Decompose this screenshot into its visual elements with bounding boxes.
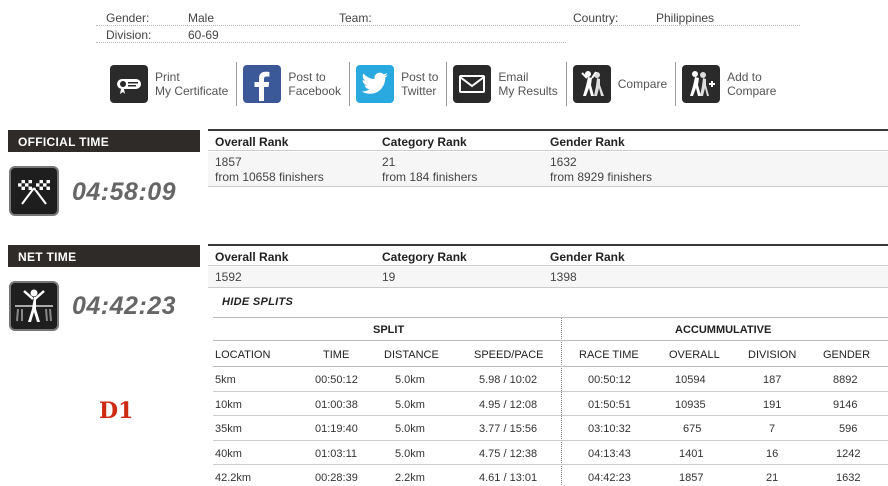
col-race-time: RACE TIME bbox=[579, 349, 639, 361]
cell-race-time: 03:10:32 bbox=[588, 423, 631, 435]
cell-gender: 9146 bbox=[833, 398, 858, 411]
print-certificate-button[interactable] bbox=[110, 62, 237, 106]
cell-location: 5km bbox=[215, 374, 236, 386]
hide-splits-link[interactable]: HIDE SPLITS bbox=[222, 296, 294, 308]
table-row bbox=[213, 367, 888, 392]
email-line1: Email bbox=[498, 70, 529, 84]
splits-table bbox=[213, 317, 888, 486]
cell-gender: 596 bbox=[839, 423, 858, 435]
post-facebook-button[interactable] bbox=[243, 62, 350, 106]
accum-group-label: ACCUMMULATIVE bbox=[675, 324, 772, 336]
table-row bbox=[213, 465, 888, 486]
division-value: 60-69 bbox=[188, 28, 219, 42]
col-time: TIME bbox=[323, 349, 350, 361]
runners-icon bbox=[573, 65, 611, 103]
add-runner-icon bbox=[682, 65, 720, 103]
net-rank-header bbox=[208, 244, 888, 266]
facebook-icon bbox=[243, 65, 281, 103]
col-location: LOCATION bbox=[215, 349, 271, 361]
cell-speed-pace: 4.95 / 12:08 bbox=[479, 398, 538, 411]
cell-race-time: 04:13:43 bbox=[588, 447, 631, 460]
net-time-title: NET TIME bbox=[8, 245, 200, 267]
gender-label: Gender: bbox=[106, 11, 150, 25]
cell-overall: 10594 bbox=[675, 374, 706, 386]
twitter-line1: Post to bbox=[401, 70, 439, 84]
col-overall: OVERALL bbox=[669, 349, 720, 361]
info-row-division bbox=[96, 26, 566, 43]
email-results-button[interactable] bbox=[453, 62, 566, 106]
cell-overall: 675 bbox=[683, 423, 702, 435]
compare-line1: Compare bbox=[617, 77, 668, 91]
info-row-gender bbox=[96, 9, 800, 26]
col-division: DIVISION bbox=[748, 349, 797, 361]
col-gender: GENDER bbox=[823, 349, 871, 361]
net-overall-rank-label: Overall Rank bbox=[215, 250, 289, 264]
official-category-rank-label: Category Rank bbox=[382, 135, 467, 149]
cell-location: 35km bbox=[215, 423, 242, 435]
table-row bbox=[213, 441, 888, 466]
cell-race-time: 01:50:51 bbox=[588, 398, 631, 411]
action-bar bbox=[110, 62, 790, 108]
checkered-flags-icon bbox=[9, 166, 59, 216]
official-gender-finishers: from 8929 finishers bbox=[550, 170, 653, 184]
cell-division: 187 bbox=[763, 374, 782, 386]
country-label: Country: bbox=[573, 11, 619, 25]
col-distance: DISTANCE bbox=[384, 349, 439, 361]
cell-speed-pace: 4.61 / 13:01 bbox=[479, 472, 538, 484]
cell-race-time: 04:42:23 bbox=[588, 472, 631, 484]
compare-button[interactable] bbox=[573, 62, 676, 106]
cell-division: 7 bbox=[769, 423, 776, 435]
certificate-icon bbox=[110, 65, 148, 103]
cell-gender: 1242 bbox=[836, 447, 861, 460]
official-category-finishers: from 184 finishers bbox=[382, 170, 478, 184]
cell-time: 01:19:40 bbox=[315, 423, 358, 435]
net-overall-rank: 1592 bbox=[215, 270, 242, 284]
twitter-icon bbox=[356, 65, 394, 103]
add-compare-line2: Compare bbox=[727, 84, 777, 98]
cell-division: 21 bbox=[766, 472, 779, 484]
official-overall-rank-label: Overall Rank bbox=[215, 135, 289, 149]
facebook-line1: Post to bbox=[288, 70, 326, 84]
twitter-line2: Twitter bbox=[401, 84, 437, 98]
cell-distance: 5.0km bbox=[395, 423, 425, 435]
cell-location: 40km bbox=[215, 447, 242, 460]
cell-time: 00:28:39 bbox=[315, 472, 358, 484]
division-label: Division: bbox=[106, 28, 152, 42]
official-gender-rank: 1632 bbox=[550, 155, 577, 169]
cell-gender: 1632 bbox=[836, 472, 861, 484]
cell-time: 01:00:38 bbox=[315, 398, 358, 411]
cell-speed-pace: 3.77 / 15:56 bbox=[479, 423, 538, 435]
team-label: Team: bbox=[339, 11, 372, 25]
gender-value: Male bbox=[188, 11, 215, 25]
cell-race-time: 00:50:12 bbox=[588, 374, 631, 386]
net-category-rank-label: Category Rank bbox=[382, 250, 467, 264]
finish-runner-icon bbox=[9, 281, 59, 331]
table-row bbox=[213, 416, 888, 441]
official-overall-rank: 1857 bbox=[215, 155, 242, 169]
splits-group-header bbox=[213, 317, 888, 341]
cell-time: 01:03:11 bbox=[315, 447, 358, 460]
splits-column-header bbox=[213, 341, 888, 367]
cell-time: 00:50:12 bbox=[315, 374, 358, 386]
print-line1: Print bbox=[155, 70, 180, 84]
facebook-line2: Facebook bbox=[288, 84, 342, 98]
split-group-label: SPLIT bbox=[373, 324, 405, 336]
table-row bbox=[213, 392, 888, 417]
cell-speed-pace: 4.75 / 12:38 bbox=[479, 447, 538, 460]
cell-distance: 5.0km bbox=[395, 447, 425, 460]
cell-overall: 1401 bbox=[679, 447, 704, 460]
official-rank-values bbox=[208, 152, 888, 187]
envelope-icon bbox=[453, 65, 491, 103]
annotation-label: D1 bbox=[99, 398, 134, 424]
post-twitter-button[interactable] bbox=[356, 62, 447, 106]
official-category-rank: 21 bbox=[382, 155, 396, 169]
net-gender-rank: 1398 bbox=[550, 270, 577, 284]
cell-location: 42.2km bbox=[215, 472, 252, 484]
add-to-compare-button[interactable] bbox=[682, 62, 784, 106]
official-overall-finishers: from 10658 finishers bbox=[215, 170, 324, 184]
cell-location: 10km bbox=[215, 398, 242, 411]
cell-gender: 8892 bbox=[833, 374, 858, 386]
participant-info bbox=[96, 9, 800, 43]
cell-overall: 1857 bbox=[679, 472, 704, 484]
cell-distance: 5.0km bbox=[395, 398, 425, 411]
cell-division: 191 bbox=[763, 398, 782, 411]
cell-division: 16 bbox=[766, 447, 779, 460]
net-rank-values bbox=[208, 267, 888, 288]
cell-speed-pace: 5.98 / 10:02 bbox=[479, 374, 538, 386]
email-line2: My Results bbox=[498, 84, 558, 98]
official-gender-rank-label: Gender Rank bbox=[550, 135, 625, 149]
net-time-value: 04:42:23 bbox=[72, 292, 177, 320]
net-category-rank: 19 bbox=[382, 270, 396, 284]
official-rank-header bbox=[208, 129, 888, 151]
print-line2: My Certificate bbox=[155, 84, 229, 98]
cell-distance: 5.0km bbox=[395, 374, 425, 386]
country-value: Philippines bbox=[656, 11, 715, 25]
net-gender-rank-label: Gender Rank bbox=[550, 250, 625, 264]
cell-overall: 10935 bbox=[675, 398, 706, 411]
col-speed-pace: SPEED/PACE bbox=[474, 349, 544, 361]
add-compare-line1: Add to bbox=[727, 70, 762, 84]
official-time-title: OFFICIAL TIME bbox=[8, 130, 200, 152]
official-time-value: 04:58:09 bbox=[72, 178, 177, 206]
cell-distance: 2.2km bbox=[395, 472, 425, 484]
